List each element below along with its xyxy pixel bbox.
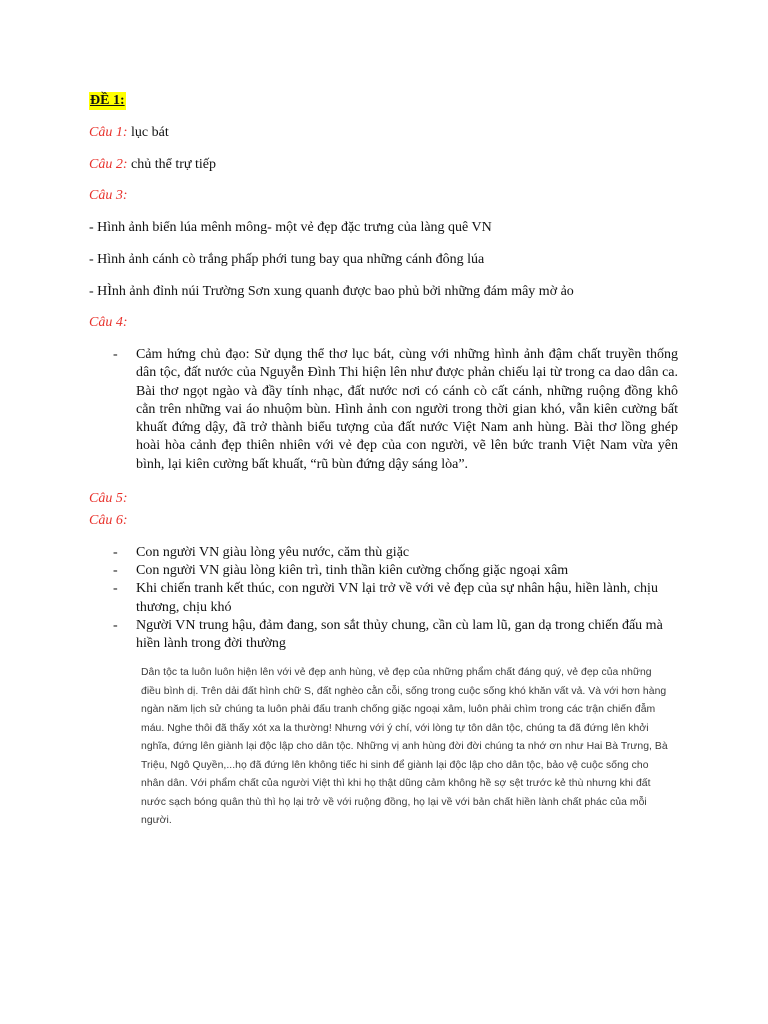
list-item — [113, 580, 678, 616]
list-dash: - — [113, 617, 118, 633]
question-3-item: - HÌnh ảnh đỉnh núi Trường Sơn xung quanh được bao phủ bởi những đám mây mờ ảo — [89, 284, 574, 299]
list-item-text: Con người VN giàu lòng kiên trì, tinh thần kiên cường chống giặc ngoại xâm — [136, 563, 569, 579]
list-item — [113, 346, 678, 474]
list-item — [113, 562, 678, 580]
list-item-text: Khi chiến tranh kết thúc, con người VN lại trở về với vẻ đẹp của sự nhân hậu, hiền lành, chịu thương, chịu khó — [136, 581, 658, 615]
list-dash: - — [113, 581, 118, 597]
question-3-item: - Hình ảnh cánh cò trắng phấp phới tung bay qua những cánh đông lúa — [89, 252, 485, 267]
list-dash: - — [113, 563, 118, 579]
question-1-answer: lục bát — [127, 125, 169, 140]
list-item-text: Con người VN giàu lòng yêu nước, căm thù giặc — [136, 545, 410, 560]
question-6-label: Câu 6: — [89, 513, 128, 528]
list-dash: - — [113, 545, 118, 560]
question-2-answer: chủ thể trự tiếp — [127, 157, 216, 172]
question-5-label: Câu 5: — [89, 491, 128, 506]
question-4-label: Câu 4: — [89, 315, 128, 330]
question-4-answer — [113, 346, 678, 474]
question-2-label: Câu 2: — [89, 157, 128, 172]
pasted-paragraph: Dân tộc ta luôn luôn hiện lên với vẻ đẹp anh hùng, vẻ đẹp của những phẩm chất đáng quý, vẻ đẹp của những điều bình dị. Trên dải đất hình chữ S, đất nghèo cằn cỗi, sống trong cuộc sống khó khăn vất vả. Và với hơn hàng ngàn năm lịch sử chúng ta luôn phải đấu tranh chống giặc ngoại xâm, luôn phải chìm trong các trận chiến đẫm máu. Nghe thôi đã thấy xót xa la thường! Nhưng với ý chí, với lòng tự tôn dân tộc, chúng ta đã đứng lên khởi nghĩa, đứng lên giành lại độc lập cho dân tộc. Những vị anh hùng đời đời chúng ta nhớ ơn như Hai Bà Trưng, Bà Triệu, Ngô Quyền,...họ đã đứng lên không tiếc hi sinh để giành lại độc lập cho dân tộc, bảo vệ cuộc sống cho nhân dân. Với phẩm chất của người Việt thì khi họ thật dũng cảm không hề sợ sệt trước kẻ thù nhưng khi đất nước sạch bóng quân thù thì họ lại trở về với ruộng đồng, họ lại về với bản chất hiền lành chất phác của mỗi người. — [141, 667, 668, 826]
list-item-text: Người VN trung hậu, đảm đang, son sắt thủy chung, cần cù lam lũ, gan dạ trong chiến đấu mà hiền lành trong đời thường — [136, 617, 663, 652]
question-1 — [89, 124, 169, 142]
list-item — [113, 544, 678, 562]
question-3-item: - Hình ảnh biển lúa mênh mông- một vẻ đẹp đặc trưng của làng quê VN — [89, 220, 492, 235]
list-item — [113, 617, 678, 653]
question-4-text: Cảm hứng chủ đạo: Sử dụng thể thơ lục bát, cùng với những hình ảnh đậm chất truyền thống dân tộc, đất nước của Nguyễn Đình Thi hiện lên như được phản chiếu lại từ trong ca dao dân ca. Bài thơ ngọt ngào và đầy tính nhạc, đất nước nơi có cánh cò cất cánh, những ruộng đồng khô cằn trên những vai áo nhuộm bùn. Hình ảnh con người trong thời gian khó, vẫn kiên cường bất khuất đứng dậy, đã trở thành biểu tượng của đất nước Việt Nam anh hùng. Bài thơ lồng ghép hoài hòa cảnh đẹp thiên nhiên với vẻ đẹp của con người, vẽ lên bức tranh Việt Nam vừa yên bình, lại kiên cường bất khuất, “rũ bùn đứng dậy sáng lòa”. — [136, 347, 678, 472]
list-dash: - — [113, 347, 118, 362]
question-2 — [89, 156, 216, 174]
question-1-label: Câu 1: — [89, 125, 128, 140]
exam-title: ĐỀ 1: — [90, 93, 125, 108]
question-3-label: Câu 3: — [89, 188, 128, 203]
question-6-answer — [113, 544, 678, 653]
